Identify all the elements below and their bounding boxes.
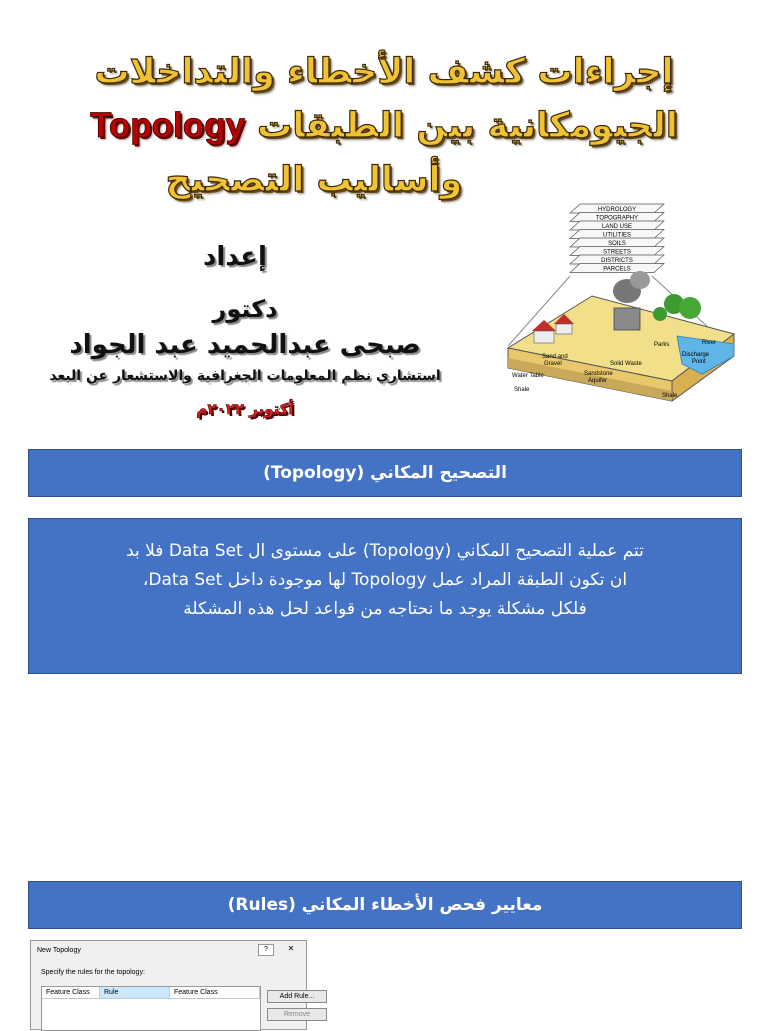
label-solid-waste: Solid Waste	[610, 361, 642, 367]
date-label: أكتوبر ٢٠٢٢م	[196, 400, 294, 418]
layer-label: LAND USE	[601, 224, 633, 230]
author-position: استشاري نظم المعلومات الجغرافية والاستشعار عن البعد	[49, 368, 441, 384]
dialog-instruction: Specify the rules for the topology:	[41, 969, 145, 976]
tree-3	[653, 307, 667, 321]
title-line-2-topology: Topology	[90, 106, 245, 145]
label-shale-right: Shale	[662, 393, 678, 399]
label-river: River	[702, 340, 717, 346]
factory	[614, 308, 640, 330]
layer-stack	[570, 204, 664, 273]
topology-description-box	[28, 518, 742, 674]
help-button[interactable]: ?	[258, 944, 274, 956]
layer-label: UTILITIES	[602, 232, 632, 239]
label-shale-left: Shale	[514, 387, 530, 393]
label-water-table: Water Table	[512, 373, 544, 379]
label-sand: Sand and	[542, 354, 568, 360]
dialog-title: New Topology	[37, 947, 81, 954]
layer-label: SOILS	[608, 241, 626, 247]
label-sandstone: Sandstone	[584, 371, 613, 377]
new-topology-dialog	[30, 940, 315, 1030]
description-line-3: فلكل مشكلة يوجد ما نحتاجه من قواعد لحل هذه المشكلة	[183, 599, 587, 619]
section-heading-rules: معايير فحص الأخطاء المكاني (Rules)	[28, 881, 742, 929]
label-parks: Parks	[654, 342, 670, 348]
layer-label: PARCELS	[603, 266, 631, 273]
description-line-1: تتم عملية التصحيح المكاني (Topology) على مستوى ال Data Set فلا بد	[126, 541, 644, 561]
layer-label: HYDROLOGY	[597, 207, 637, 213]
layer-label: TOPOGRAPHY	[595, 215, 639, 222]
column-header-rule[interactable]: Rule	[100, 987, 170, 999]
layer-label: DISTRICTS	[601, 258, 633, 264]
close-icon[interactable]: ✕	[287, 944, 295, 953]
title-line-2-arabic: الجيومكانية بين الطبقات	[257, 106, 678, 146]
tree-2	[679, 297, 701, 319]
title-line-2	[0, 106, 768, 146]
house-2	[556, 324, 572, 334]
author-name: صبحى عبدالحميد عبد الجواد	[69, 330, 421, 360]
smoke-2	[630, 271, 650, 289]
column-header-feature-class[interactable]: Feature Class	[42, 987, 100, 999]
title-line-1: إجراءات كشف الأخطاء والتداخلات	[94, 52, 674, 92]
remove-button[interactable]: Remove	[267, 1008, 327, 1021]
section-heading-topology: التصحيح المكاني (Topology)	[28, 449, 742, 497]
degree-label: دكتور	[212, 295, 278, 323]
add-rule-button[interactable]: Add Rule...	[267, 990, 327, 1003]
title-line-3: وأساليب التصحيح	[165, 160, 463, 200]
column-header-feature-class-2[interactable]: Feature Class	[170, 987, 260, 999]
label-aquifer: Aquifer	[588, 378, 608, 384]
rules-table	[41, 986, 261, 1031]
house-1	[534, 331, 554, 343]
label-point: Point	[692, 359, 706, 365]
gis-layers-illustration	[502, 196, 754, 408]
layer-label: STREETS	[603, 249, 631, 256]
label-gravel: Gravel	[544, 361, 562, 367]
prepared-by-label: إعداد	[203, 242, 267, 272]
description-line-2: ان تكون الطبقة المراد عمل Topology لها موجودة داخل Data Set،	[142, 570, 628, 590]
label-discharge: Discharge	[682, 352, 710, 358]
